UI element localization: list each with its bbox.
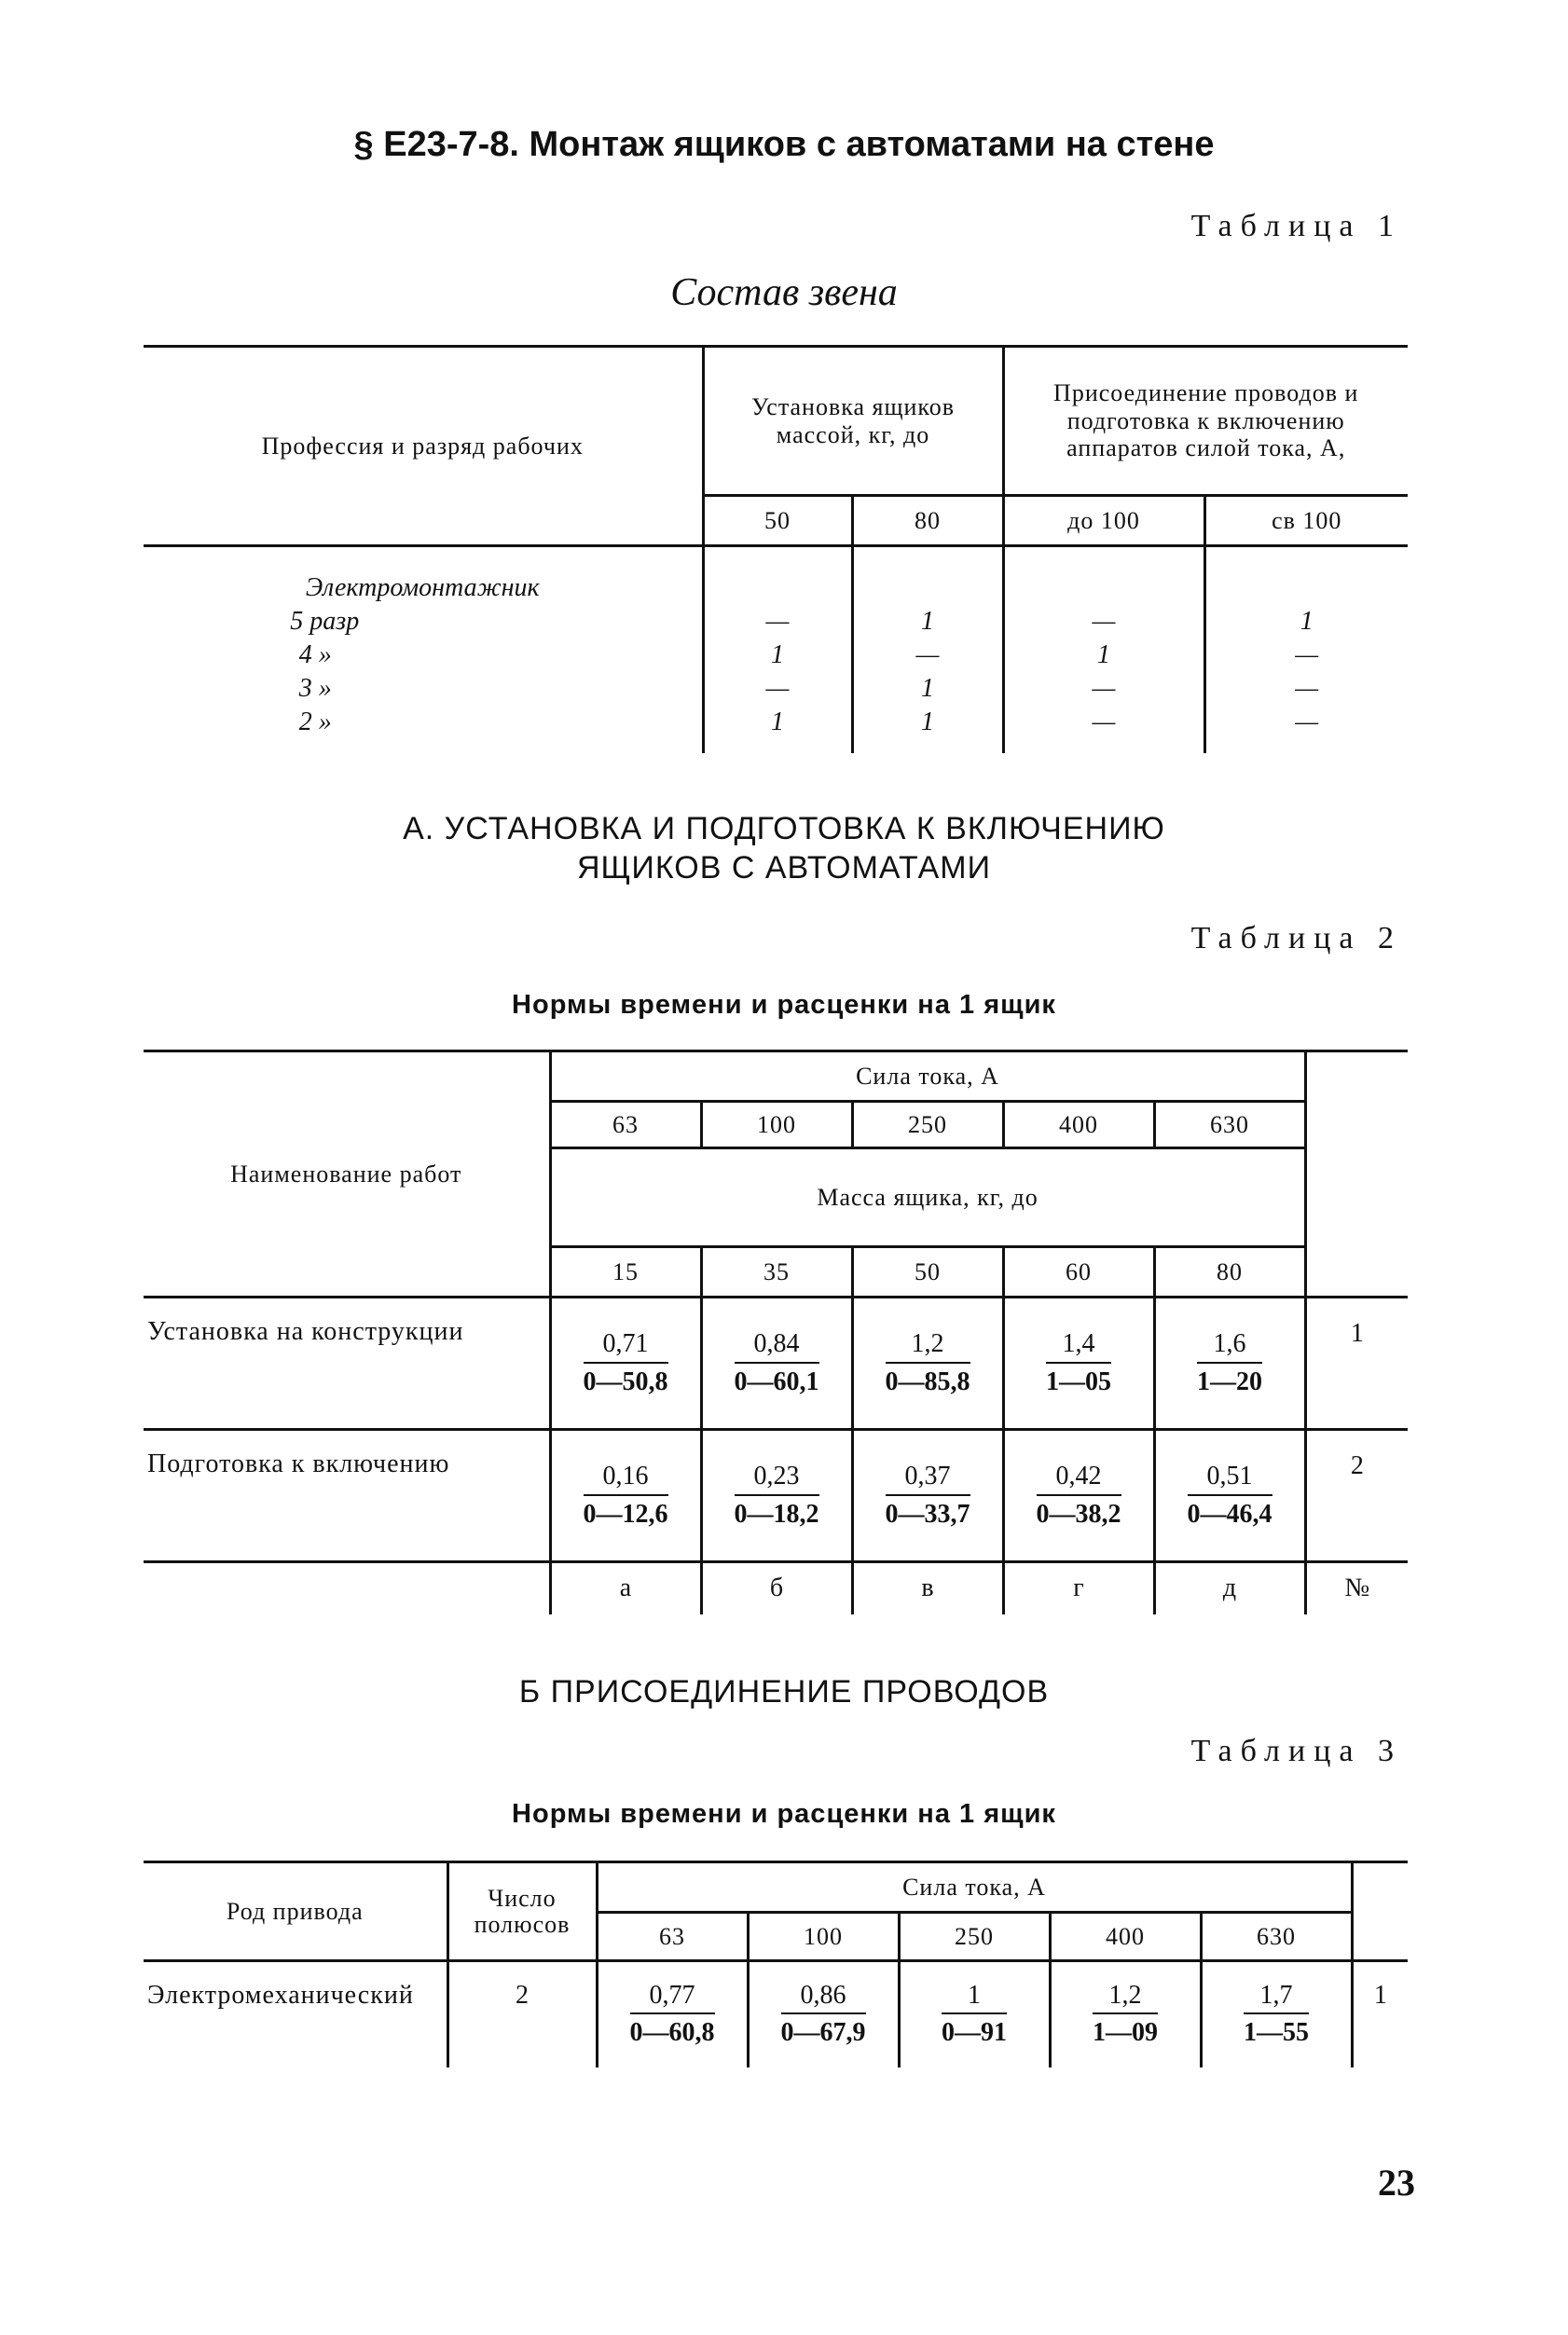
table3-row1-cell-100 <box>748 1961 899 2067</box>
table3-row1-cell-630 <box>1201 1961 1352 2067</box>
table2-letter-b: б <box>701 1562 852 1614</box>
rate: 0—50,8 <box>583 1367 668 1396</box>
table2-row1-cell-a <box>550 1298 701 1430</box>
table3-subtitle: Нормы времени и расценки на 1 ящик <box>512 1799 1056 1829</box>
table1-header-profession: Профессия и разряд рабочих <box>144 347 703 546</box>
table1-cell: — <box>1092 674 1116 703</box>
table3-header-poles: Число полюсов <box>447 1862 597 1961</box>
table3-current-400: 400 <box>1050 1913 1201 1961</box>
norm-time: 1,2 <box>886 1329 970 1363</box>
table2-row2-cell-d <box>1154 1430 1305 1562</box>
table2-row2-cell-a <box>550 1430 701 1562</box>
table2-row1-cell-b <box>701 1298 852 1430</box>
table1-cell: 1 <box>1300 607 1314 636</box>
norm-time: 1,6 <box>1197 1329 1262 1363</box>
table1-sub-50: 50 <box>703 496 852 546</box>
table2-mass-50: 50 <box>852 1247 1003 1298</box>
table1-header-install: Установка ящиков массой, кг, до <box>703 347 1003 496</box>
table1-rank-2: 2 » <box>298 707 332 736</box>
table2-label: Таблица 2 <box>1190 921 1402 955</box>
table3-row1-cell-400 <box>1050 1961 1201 2067</box>
rate: 0—38,2 <box>1036 1499 1121 1529</box>
rate: 0—33,7 <box>885 1499 970 1529</box>
table1-col-50 <box>703 546 852 753</box>
table3-current-63: 63 <box>597 1913 748 1961</box>
table3-row1-cell-250 <box>899 1961 1050 2067</box>
rate: 0—60,8 <box>629 2018 715 2048</box>
rate: 0—60,1 <box>734 1367 819 1396</box>
table2-row2-cell-b <box>701 1430 852 1562</box>
table1-sub-upto100: до 100 <box>1003 496 1204 546</box>
norm-time: 0,16 <box>584 1462 668 1495</box>
table2-mass-60: 60 <box>1003 1247 1154 1298</box>
norm-time: 0,51 <box>1188 1462 1272 1495</box>
norm-time: 1 <box>942 1981 1007 2014</box>
norm-time: 0,23 <box>735 1462 819 1495</box>
norm-time: 0,37 <box>886 1462 970 1495</box>
section-b-heading: Б ПРИСОЕДИНЕНИЕ ПРОВОДОВ <box>518 1674 1050 1710</box>
table1-cell: — <box>1092 607 1116 636</box>
norm-time: 0,77 <box>630 1981 715 2014</box>
table3-current-100: 100 <box>748 1913 899 1961</box>
norm-time: 1,7 <box>1244 1981 1309 2014</box>
table2-letter-d: д <box>1154 1562 1305 1614</box>
table3-row1-no: 1 <box>1373 1981 1387 2010</box>
table2-mass-35: 35 <box>701 1247 852 1298</box>
table1-col-80 <box>852 546 1003 753</box>
norm-time: 0,86 <box>781 1981 866 2014</box>
table2-row1-no: 1 <box>1350 1319 1364 1348</box>
table1-sub-80: 80 <box>852 496 1003 546</box>
table2-row2-cell-g <box>1003 1430 1154 1562</box>
table1-cell: 1 <box>921 674 934 703</box>
table1-cell: — <box>1092 707 1116 736</box>
table3-current-250: 250 <box>899 1913 1050 1961</box>
table3-header-current: Сила тока, А <box>597 1862 1352 1913</box>
table1-cell: — <box>915 640 940 669</box>
table2-letter-a: а <box>550 1562 701 1614</box>
table2-subtitle: Нормы времени и расценки на 1 ящик <box>512 990 1056 1020</box>
table1-cell: 1 <box>921 707 934 736</box>
table2-current-400: 400 <box>1003 1102 1154 1148</box>
table1-professions <box>144 546 703 753</box>
table1-caption: Состав звена <box>670 271 898 314</box>
table1-cell: — <box>1295 707 1319 736</box>
table1-header-connect: Присоединение проводов и подготовка к включению аппаратов силой тока, А, <box>1003 347 1408 496</box>
rate: 0—46,4 <box>1187 1499 1272 1529</box>
rate: 1—09 <box>1093 2018 1158 2048</box>
table3-current-630: 630 <box>1201 1913 1352 1961</box>
table2-footer-blank <box>144 1562 550 1614</box>
table2-header-blank <box>1305 1051 1408 1298</box>
table1-cell: — <box>1295 674 1319 703</box>
rate: 1—05 <box>1046 1367 1111 1396</box>
table2-letter-g: г <box>1003 1562 1154 1614</box>
table2-mass-80: 80 <box>1154 1247 1305 1298</box>
table2-header-name: Наименование работ <box>144 1051 550 1298</box>
norm-time: 0,71 <box>584 1329 668 1363</box>
table3-row1-drive: Электромеханический <box>147 1981 414 2010</box>
rate: 1—20 <box>1197 1367 1263 1396</box>
norm-time: 1,4 <box>1046 1329 1111 1363</box>
table2-current-63: 63 <box>550 1102 701 1148</box>
section-a-line1: А. УСТАНОВКА И ПОДГОТОВКА К ВКЛЮЧЕНИЮ <box>403 811 1165 846</box>
table1-cell: 1 <box>771 640 784 669</box>
page-number: 23 <box>1378 2162 1415 2204</box>
table2-current-100: 100 <box>701 1102 852 1148</box>
table2 <box>144 1050 1408 1614</box>
table1-rank-4: 4 » <box>298 640 332 669</box>
table2-row2-no: 2 <box>1305 1430 1408 1562</box>
table2-row1-name: Установка на конструкции <box>147 1317 464 1346</box>
table1-cell: 1 <box>921 607 934 636</box>
table2-row1-cell-g <box>1003 1298 1154 1430</box>
table3 <box>144 1861 1408 2067</box>
table3-label: Таблица 3 <box>1190 1734 1402 1768</box>
table2-current-250: 250 <box>852 1102 1003 1148</box>
rate: 0—18,2 <box>734 1499 819 1529</box>
table1 <box>144 345 1408 753</box>
rate: 0—12,6 <box>583 1499 668 1529</box>
table3-header-blank <box>1352 1862 1408 1961</box>
table1-label: Таблица 1 <box>1190 209 1402 243</box>
rate: 0—85,8 <box>885 1367 970 1396</box>
section-a-line2: ЯЩИКОВ С АВТОМАТАМИ <box>576 850 992 886</box>
table1-cell: — <box>765 674 790 703</box>
table2-mass-15: 15 <box>550 1247 701 1298</box>
table2-row1-cell-d <box>1154 1298 1305 1430</box>
table1-col-upto100 <box>1003 546 1204 753</box>
table1-col-over100 <box>1204 546 1408 753</box>
table1-sub-over100: св 100 <box>1204 496 1408 546</box>
table2-header-current: Сила тока, А <box>550 1051 1305 1102</box>
table3-row1-poles: 2 <box>447 1961 597 2067</box>
rate: 0—67,9 <box>780 2018 866 2048</box>
table1-profession: Электромонтажник <box>305 573 540 602</box>
table1-cell: — <box>765 607 790 636</box>
table3-row1-cell-63 <box>597 1961 748 2067</box>
norm-time: 1,2 <box>1093 1981 1158 2014</box>
rate: 0—91 <box>942 2018 1007 2048</box>
table2-letter-v: в <box>852 1562 1003 1614</box>
rate: 1—55 <box>1244 2018 1310 2048</box>
table2-row1-cell-v <box>852 1298 1003 1430</box>
table1-cell: 1 <box>1097 640 1110 669</box>
table2-row2-cell-v <box>852 1430 1003 1562</box>
norm-time: 0,42 <box>1037 1462 1121 1495</box>
table2-row2-name: Подготовка к включению <box>144 1430 550 1562</box>
table1-cell: — <box>1295 640 1319 669</box>
page-title: § Е23-7-8. Монтаж ящиков с автоматами на стене <box>353 125 1215 164</box>
table2-header-mass: Масса ящика, кг, до <box>550 1148 1305 1247</box>
table3-header-drive: Род привода <box>144 1862 447 1961</box>
table1-cell: 1 <box>771 707 784 736</box>
table2-no-label: № <box>1305 1562 1408 1614</box>
table1-rank-5: 5 разр <box>290 607 360 636</box>
section-a-heading <box>0 809 1568 887</box>
table2-current-630: 630 <box>1154 1102 1305 1148</box>
norm-time: 0,84 <box>735 1329 819 1363</box>
table1-rank-3: 3 » <box>298 674 332 703</box>
